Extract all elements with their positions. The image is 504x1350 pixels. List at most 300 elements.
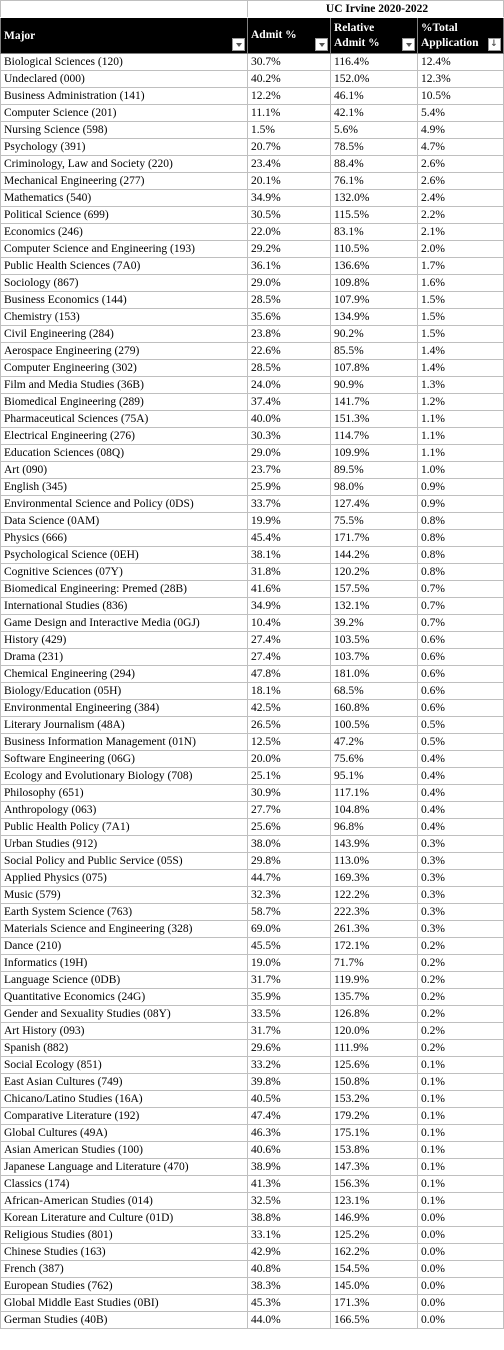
admit-cell[interactable]: 29.0%: [248, 445, 331, 462]
total-application-cell[interactable]: 0.4%: [418, 751, 504, 768]
major-cell[interactable]: Political Science (699): [1, 207, 248, 224]
header-total-application[interactable]: [418, 18, 504, 54]
total-application-cell[interactable]: 0.4%: [418, 819, 504, 836]
admit-cell[interactable]: 29.2%: [248, 241, 331, 258]
total-application-cell[interactable]: 0.0%: [418, 1261, 504, 1278]
total-application-cell[interactable]: 0.0%: [418, 1210, 504, 1227]
relative-admit-cell[interactable]: 146.9%: [331, 1210, 418, 1227]
total-application-cell[interactable]: 0.1%: [418, 1108, 504, 1125]
sheet-title[interactable]: UC Irvine 2020-2022: [248, 1, 504, 18]
admit-cell[interactable]: 38.1%: [248, 547, 331, 564]
total-application-cell[interactable]: 0.3%: [418, 870, 504, 887]
relative-admit-cell[interactable]: 126.8%: [331, 1006, 418, 1023]
admit-cell[interactable]: 30.3%: [248, 428, 331, 445]
total-application-cell[interactable]: 2.2%: [418, 207, 504, 224]
total-application-cell[interactable]: 0.1%: [418, 1176, 504, 1193]
total-application-cell[interactable]: 1.7%: [418, 258, 504, 275]
major-cell[interactable]: History (429): [1, 632, 248, 649]
header-major[interactable]: [1, 18, 248, 54]
relative-admit-cell[interactable]: 144.2%: [331, 547, 418, 564]
admit-cell[interactable]: 29.8%: [248, 853, 331, 870]
major-cell[interactable]: Aerospace Engineering (279): [1, 343, 248, 360]
relative-admit-cell[interactable]: 47.2%: [331, 734, 418, 751]
major-cell[interactable]: Korean Literature and Culture (01D): [1, 1210, 248, 1227]
relative-admit-cell[interactable]: 88.4%: [331, 156, 418, 173]
total-application-cell[interactable]: 0.4%: [418, 768, 504, 785]
major-cell[interactable]: Art History (093): [1, 1023, 248, 1040]
major-cell[interactable]: Urban Studies (912): [1, 836, 248, 853]
total-application-cell[interactable]: 0.8%: [418, 530, 504, 547]
total-application-cell[interactable]: 1.4%: [418, 360, 504, 377]
admit-cell[interactable]: 69.0%: [248, 921, 331, 938]
major-cell[interactable]: Classics (174): [1, 1176, 248, 1193]
admit-cell[interactable]: 20.0%: [248, 751, 331, 768]
total-application-cell[interactable]: 0.1%: [418, 1193, 504, 1210]
relative-admit-cell[interactable]: 100.5%: [331, 717, 418, 734]
relative-admit-cell[interactable]: 104.8%: [331, 802, 418, 819]
admit-cell[interactable]: 33.5%: [248, 1006, 331, 1023]
major-cell[interactable]: Electrical Engineering (276): [1, 428, 248, 445]
major-cell[interactable]: Education Sciences (08Q): [1, 445, 248, 462]
admit-cell[interactable]: 25.9%: [248, 479, 331, 496]
relative-admit-cell[interactable]: 143.9%: [331, 836, 418, 853]
major-cell[interactable]: Pharmaceutical Sciences (75A): [1, 411, 248, 428]
admit-cell[interactable]: 37.4%: [248, 394, 331, 411]
total-application-cell[interactable]: 0.2%: [418, 938, 504, 955]
relative-admit-cell[interactable]: 113.0%: [331, 853, 418, 870]
major-cell[interactable]: Literary Journalism (48A): [1, 717, 248, 734]
admit-cell[interactable]: 46.3%: [248, 1125, 331, 1142]
major-cell[interactable]: Criminology, Law and Society (220): [1, 156, 248, 173]
total-application-cell[interactable]: 2.6%: [418, 156, 504, 173]
total-application-cell[interactable]: 1.4%: [418, 343, 504, 360]
major-cell[interactable]: Environmental Science and Policy (0DS): [1, 496, 248, 513]
relative-admit-cell[interactable]: 68.5%: [331, 683, 418, 700]
filter-dropdown-icon[interactable]: [315, 38, 328, 51]
relative-admit-cell[interactable]: 109.9%: [331, 445, 418, 462]
total-application-cell[interactable]: 0.1%: [418, 1091, 504, 1108]
admit-cell[interactable]: 18.1%: [248, 683, 331, 700]
relative-admit-cell[interactable]: 181.0%: [331, 666, 418, 683]
admit-cell[interactable]: 47.8%: [248, 666, 331, 683]
major-cell[interactable]: Quantitative Economics (24G): [1, 989, 248, 1006]
admit-cell[interactable]: 44.0%: [248, 1312, 331, 1329]
relative-admit-cell[interactable]: 150.8%: [331, 1074, 418, 1091]
major-cell[interactable]: English (345): [1, 479, 248, 496]
admit-cell[interactable]: 29.0%: [248, 275, 331, 292]
total-application-cell[interactable]: 0.4%: [418, 802, 504, 819]
major-cell[interactable]: Music (579): [1, 887, 248, 904]
admit-cell[interactable]: 1.5%: [248, 122, 331, 139]
major-cell[interactable]: Sociology (867): [1, 275, 248, 292]
admit-cell[interactable]: 26.5%: [248, 717, 331, 734]
admit-cell[interactable]: 30.7%: [248, 54, 331, 71]
admit-cell[interactable]: 12.5%: [248, 734, 331, 751]
total-application-cell[interactable]: 0.6%: [418, 700, 504, 717]
major-cell[interactable]: Chicano/Latino Studies (16A): [1, 1091, 248, 1108]
relative-admit-cell[interactable]: 116.4%: [331, 54, 418, 71]
relative-admit-cell[interactable]: 110.5%: [331, 241, 418, 258]
total-application-cell[interactable]: 0.1%: [418, 1057, 504, 1074]
total-application-cell[interactable]: 0.0%: [418, 1312, 504, 1329]
admit-cell[interactable]: 38.8%: [248, 1210, 331, 1227]
major-cell[interactable]: Business Economics (144): [1, 292, 248, 309]
total-application-cell[interactable]: 2.4%: [418, 190, 504, 207]
major-cell[interactable]: Applied Physics (075): [1, 870, 248, 887]
relative-admit-cell[interactable]: 39.2%: [331, 615, 418, 632]
title-blank-cell[interactable]: [1, 1, 248, 18]
admit-cell[interactable]: 19.9%: [248, 513, 331, 530]
total-application-cell[interactable]: 12.4%: [418, 54, 504, 71]
admit-cell[interactable]: 32.3%: [248, 887, 331, 904]
admit-cell[interactable]: 23.4%: [248, 156, 331, 173]
total-application-cell[interactable]: 0.0%: [418, 1278, 504, 1295]
total-application-cell[interactable]: 0.6%: [418, 649, 504, 666]
major-cell[interactable]: Drama (231): [1, 649, 248, 666]
major-cell[interactable]: Nursing Science (598): [1, 122, 248, 139]
relative-admit-cell[interactable]: 76.1%: [331, 173, 418, 190]
major-cell[interactable]: Spanish (882): [1, 1040, 248, 1057]
major-cell[interactable]: Mathematics (540): [1, 190, 248, 207]
admit-cell[interactable]: 30.5%: [248, 207, 331, 224]
relative-admit-cell[interactable]: 136.6%: [331, 258, 418, 275]
major-cell[interactable]: Ecology and Evolutionary Biology (708): [1, 768, 248, 785]
total-application-cell[interactable]: 10.5%: [418, 88, 504, 105]
major-cell[interactable]: Mechanical Engineering (277): [1, 173, 248, 190]
admit-cell[interactable]: 20.7%: [248, 139, 331, 156]
relative-admit-cell[interactable]: 46.1%: [331, 88, 418, 105]
relative-admit-cell[interactable]: 134.9%: [331, 309, 418, 326]
admit-cell[interactable]: 33.1%: [248, 1227, 331, 1244]
admit-cell[interactable]: 28.5%: [248, 360, 331, 377]
admit-cell[interactable]: 20.1%: [248, 173, 331, 190]
major-cell[interactable]: Cognitive Sciences (07Y): [1, 564, 248, 581]
total-application-cell[interactable]: 0.1%: [418, 1142, 504, 1159]
total-application-cell[interactable]: 1.5%: [418, 292, 504, 309]
admit-cell[interactable]: 29.6%: [248, 1040, 331, 1057]
relative-admit-cell[interactable]: 157.5%: [331, 581, 418, 598]
total-application-cell[interactable]: 0.4%: [418, 785, 504, 802]
total-application-cell[interactable]: 5.4%: [418, 105, 504, 122]
relative-admit-cell[interactable]: 145.0%: [331, 1278, 418, 1295]
relative-admit-cell[interactable]: 85.5%: [331, 343, 418, 360]
admit-cell[interactable]: 19.0%: [248, 955, 331, 972]
major-cell[interactable]: Global Middle East Studies (0BI): [1, 1295, 248, 1312]
total-application-cell[interactable]: 0.6%: [418, 632, 504, 649]
relative-admit-cell[interactable]: 154.5%: [331, 1261, 418, 1278]
total-application-cell[interactable]: 1.6%: [418, 275, 504, 292]
major-cell[interactable]: Public Health Policy (7A1): [1, 819, 248, 836]
relative-admit-cell[interactable]: 115.5%: [331, 207, 418, 224]
admit-cell[interactable]: 27.4%: [248, 632, 331, 649]
total-application-cell[interactable]: 0.7%: [418, 598, 504, 615]
major-cell[interactable]: Art (090): [1, 462, 248, 479]
major-cell[interactable]: Business Information Management (01N): [1, 734, 248, 751]
relative-admit-cell[interactable]: 107.8%: [331, 360, 418, 377]
total-application-cell[interactable]: 0.5%: [418, 717, 504, 734]
header-relative-admit[interactable]: [331, 18, 418, 54]
major-cell[interactable]: German Studies (40B): [1, 1312, 248, 1329]
total-application-cell[interactable]: 0.0%: [418, 1295, 504, 1312]
total-application-cell[interactable]: 1.1%: [418, 411, 504, 428]
relative-admit-cell[interactable]: 75.5%: [331, 513, 418, 530]
major-cell[interactable]: Materials Science and Engineering (328): [1, 921, 248, 938]
major-cell[interactable]: Social Policy and Public Service (05S): [1, 853, 248, 870]
major-cell[interactable]: Dance (210): [1, 938, 248, 955]
total-application-cell[interactable]: 0.3%: [418, 904, 504, 921]
relative-admit-cell[interactable]: 120.2%: [331, 564, 418, 581]
relative-admit-cell[interactable]: 127.4%: [331, 496, 418, 513]
relative-admit-cell[interactable]: 75.6%: [331, 751, 418, 768]
total-application-cell[interactable]: 0.9%: [418, 479, 504, 496]
admit-cell[interactable]: 44.7%: [248, 870, 331, 887]
major-cell[interactable]: Language Science (0DB): [1, 972, 248, 989]
relative-admit-cell[interactable]: 172.1%: [331, 938, 418, 955]
admit-cell[interactable]: 28.5%: [248, 292, 331, 309]
relative-admit-cell[interactable]: 119.9%: [331, 972, 418, 989]
major-cell[interactable]: Computer Science and Engineering (193): [1, 241, 248, 258]
total-application-cell[interactable]: 0.0%: [418, 1227, 504, 1244]
major-cell[interactable]: Environmental Engineering (384): [1, 700, 248, 717]
total-application-cell[interactable]: 4.9%: [418, 122, 504, 139]
admit-cell[interactable]: 32.5%: [248, 1193, 331, 1210]
admit-cell[interactable]: 34.9%: [248, 190, 331, 207]
major-cell[interactable]: European Studies (762): [1, 1278, 248, 1295]
total-application-cell[interactable]: 0.8%: [418, 564, 504, 581]
relative-admit-cell[interactable]: 152.0%: [331, 71, 418, 88]
total-application-cell[interactable]: 0.3%: [418, 836, 504, 853]
relative-admit-cell[interactable]: 89.5%: [331, 462, 418, 479]
relative-admit-cell[interactable]: 90.9%: [331, 377, 418, 394]
admit-cell[interactable]: 24.0%: [248, 377, 331, 394]
relative-admit-cell[interactable]: 123.1%: [331, 1193, 418, 1210]
admit-cell[interactable]: 40.8%: [248, 1261, 331, 1278]
major-cell[interactable]: Chemistry (153): [1, 309, 248, 326]
total-application-cell[interactable]: 1.2%: [418, 394, 504, 411]
relative-admit-cell[interactable]: 160.8%: [331, 700, 418, 717]
major-cell[interactable]: Film and Media Studies (36B): [1, 377, 248, 394]
admit-cell[interactable]: 40.0%: [248, 411, 331, 428]
total-application-cell[interactable]: 0.6%: [418, 666, 504, 683]
admit-cell[interactable]: 38.3%: [248, 1278, 331, 1295]
major-cell[interactable]: Civil Engineering (284): [1, 326, 248, 343]
total-application-cell[interactable]: 0.0%: [418, 1244, 504, 1261]
relative-admit-cell[interactable]: 117.1%: [331, 785, 418, 802]
relative-admit-cell[interactable]: 103.5%: [331, 632, 418, 649]
major-cell[interactable]: African-American Studies (014): [1, 1193, 248, 1210]
relative-admit-cell[interactable]: 171.7%: [331, 530, 418, 547]
major-cell[interactable]: Asian American Studies (100): [1, 1142, 248, 1159]
total-application-cell[interactable]: 0.2%: [418, 1006, 504, 1023]
major-cell[interactable]: Japanese Language and Literature (470): [1, 1159, 248, 1176]
admit-cell[interactable]: 47.4%: [248, 1108, 331, 1125]
admit-cell[interactable]: 30.9%: [248, 785, 331, 802]
total-application-cell[interactable]: 0.2%: [418, 972, 504, 989]
major-cell[interactable]: Informatics (19H): [1, 955, 248, 972]
sort-descending-icon[interactable]: [488, 38, 501, 51]
relative-admit-cell[interactable]: 5.6%: [331, 122, 418, 139]
major-cell[interactable]: Physics (666): [1, 530, 248, 547]
major-cell[interactable]: East Asian Cultures (749): [1, 1074, 248, 1091]
major-cell[interactable]: Data Science (0AM): [1, 513, 248, 530]
major-cell[interactable]: Undeclared (000): [1, 71, 248, 88]
admit-cell[interactable]: 35.9%: [248, 989, 331, 1006]
relative-admit-cell[interactable]: 135.7%: [331, 989, 418, 1006]
total-application-cell[interactable]: 0.3%: [418, 853, 504, 870]
total-application-cell[interactable]: 1.5%: [418, 326, 504, 343]
total-application-cell[interactable]: 2.1%: [418, 224, 504, 241]
relative-admit-cell[interactable]: 156.3%: [331, 1176, 418, 1193]
total-application-cell[interactable]: 2.0%: [418, 241, 504, 258]
total-application-cell[interactable]: 0.7%: [418, 581, 504, 598]
header-admit[interactable]: [248, 18, 331, 54]
relative-admit-cell[interactable]: 166.5%: [331, 1312, 418, 1329]
major-cell[interactable]: Social Ecology (851): [1, 1057, 248, 1074]
relative-admit-cell[interactable]: 98.0%: [331, 479, 418, 496]
admit-cell[interactable]: 33.2%: [248, 1057, 331, 1074]
relative-admit-cell[interactable]: 71.7%: [331, 955, 418, 972]
major-cell[interactable]: Biomedical Engineering: Premed (28B): [1, 581, 248, 598]
admit-cell[interactable]: 38.9%: [248, 1159, 331, 1176]
admit-cell[interactable]: 34.9%: [248, 598, 331, 615]
total-application-cell[interactable]: 0.3%: [418, 887, 504, 904]
admit-cell[interactable]: 25.6%: [248, 819, 331, 836]
total-application-cell[interactable]: 1.0%: [418, 462, 504, 479]
relative-admit-cell[interactable]: 132.0%: [331, 190, 418, 207]
relative-admit-cell[interactable]: 122.2%: [331, 887, 418, 904]
total-application-cell[interactable]: 0.3%: [418, 921, 504, 938]
admit-cell[interactable]: 58.7%: [248, 904, 331, 921]
total-application-cell[interactable]: 0.1%: [418, 1159, 504, 1176]
total-application-cell[interactable]: 1.1%: [418, 428, 504, 445]
major-cell[interactable]: Comparative Literature (192): [1, 1108, 248, 1125]
major-cell[interactable]: Software Engineering (06G): [1, 751, 248, 768]
relative-admit-cell[interactable]: 261.3%: [331, 921, 418, 938]
admit-cell[interactable]: 40.2%: [248, 71, 331, 88]
major-cell[interactable]: Earth System Science (763): [1, 904, 248, 921]
admit-cell[interactable]: 22.0%: [248, 224, 331, 241]
total-application-cell[interactable]: 0.8%: [418, 547, 504, 564]
relative-admit-cell[interactable]: 171.3%: [331, 1295, 418, 1312]
total-application-cell[interactable]: 0.5%: [418, 734, 504, 751]
admit-cell[interactable]: 41.6%: [248, 581, 331, 598]
major-cell[interactable]: Biological Sciences (120): [1, 54, 248, 71]
major-cell[interactable]: Biomedical Engineering (289): [1, 394, 248, 411]
relative-admit-cell[interactable]: 125.6%: [331, 1057, 418, 1074]
admit-cell[interactable]: 25.1%: [248, 768, 331, 785]
admit-cell[interactable]: 45.3%: [248, 1295, 331, 1312]
major-cell[interactable]: Biology/Education (05H): [1, 683, 248, 700]
total-application-cell[interactable]: 2.6%: [418, 173, 504, 190]
total-application-cell[interactable]: 0.2%: [418, 1023, 504, 1040]
relative-admit-cell[interactable]: 153.2%: [331, 1091, 418, 1108]
admit-cell[interactable]: 23.8%: [248, 326, 331, 343]
relative-admit-cell[interactable]: 141.7%: [331, 394, 418, 411]
admit-cell[interactable]: 40.5%: [248, 1091, 331, 1108]
admit-cell[interactable]: 11.1%: [248, 105, 331, 122]
relative-admit-cell[interactable]: 175.1%: [331, 1125, 418, 1142]
relative-admit-cell[interactable]: 151.3%: [331, 411, 418, 428]
major-cell[interactable]: Public Health Sciences (7A0): [1, 258, 248, 275]
total-application-cell[interactable]: 12.3%: [418, 71, 504, 88]
total-application-cell[interactable]: 1.1%: [418, 445, 504, 462]
major-cell[interactable]: Gender and Sexuality Studies (08Y): [1, 1006, 248, 1023]
admit-cell[interactable]: 45.4%: [248, 530, 331, 547]
major-cell[interactable]: Economics (246): [1, 224, 248, 241]
relative-admit-cell[interactable]: 107.9%: [331, 292, 418, 309]
admit-cell[interactable]: 27.7%: [248, 802, 331, 819]
relative-admit-cell[interactable]: 111.9%: [331, 1040, 418, 1057]
relative-admit-cell[interactable]: 103.7%: [331, 649, 418, 666]
relative-admit-cell[interactable]: 78.5%: [331, 139, 418, 156]
admit-cell[interactable]: 12.2%: [248, 88, 331, 105]
major-cell[interactable]: Business Administration (141): [1, 88, 248, 105]
major-cell[interactable]: Computer Engineering (302): [1, 360, 248, 377]
total-application-cell[interactable]: 4.7%: [418, 139, 504, 156]
relative-admit-cell[interactable]: 162.2%: [331, 1244, 418, 1261]
relative-admit-cell[interactable]: 120.0%: [331, 1023, 418, 1040]
total-application-cell[interactable]: 0.2%: [418, 955, 504, 972]
admit-cell[interactable]: 27.4%: [248, 649, 331, 666]
admit-cell[interactable]: 22.6%: [248, 343, 331, 360]
total-application-cell[interactable]: 1.3%: [418, 377, 504, 394]
total-application-cell[interactable]: 0.1%: [418, 1125, 504, 1142]
total-application-cell[interactable]: 0.7%: [418, 615, 504, 632]
total-application-cell[interactable]: 0.1%: [418, 1074, 504, 1091]
admit-cell[interactable]: 40.6%: [248, 1142, 331, 1159]
admit-cell[interactable]: 23.7%: [248, 462, 331, 479]
admit-cell[interactable]: 42.9%: [248, 1244, 331, 1261]
relative-admit-cell[interactable]: 83.1%: [331, 224, 418, 241]
major-cell[interactable]: Global Cultures (49A): [1, 1125, 248, 1142]
relative-admit-cell[interactable]: 96.8%: [331, 819, 418, 836]
relative-admit-cell[interactable]: 132.1%: [331, 598, 418, 615]
admit-cell[interactable]: 45.5%: [248, 938, 331, 955]
admit-cell[interactable]: 42.5%: [248, 700, 331, 717]
relative-admit-cell[interactable]: 95.1%: [331, 768, 418, 785]
admit-cell[interactable]: 31.7%: [248, 972, 331, 989]
relative-admit-cell[interactable]: 147.3%: [331, 1159, 418, 1176]
admit-cell[interactable]: 39.8%: [248, 1074, 331, 1091]
relative-admit-cell[interactable]: 179.2%: [331, 1108, 418, 1125]
major-cell[interactable]: Psychological Science (0EH): [1, 547, 248, 564]
major-cell[interactable]: Philosophy (651): [1, 785, 248, 802]
admit-cell[interactable]: 41.3%: [248, 1176, 331, 1193]
major-cell[interactable]: International Studies (836): [1, 598, 248, 615]
total-application-cell[interactable]: 0.9%: [418, 496, 504, 513]
admit-cell[interactable]: 33.7%: [248, 496, 331, 513]
relative-admit-cell[interactable]: 109.8%: [331, 275, 418, 292]
major-cell[interactable]: Game Design and Interactive Media (0GJ): [1, 615, 248, 632]
relative-admit-cell[interactable]: 42.1%: [331, 105, 418, 122]
total-application-cell[interactable]: 0.2%: [418, 989, 504, 1006]
admit-cell[interactable]: 35.6%: [248, 309, 331, 326]
major-cell[interactable]: Religious Studies (801): [1, 1227, 248, 1244]
major-cell[interactable]: Psychology (391): [1, 139, 248, 156]
admit-cell[interactable]: 10.4%: [248, 615, 331, 632]
admit-cell[interactable]: 31.8%: [248, 564, 331, 581]
relative-admit-cell[interactable]: 90.2%: [331, 326, 418, 343]
major-cell[interactable]: French (387): [1, 1261, 248, 1278]
major-cell[interactable]: Computer Science (201): [1, 105, 248, 122]
admit-cell[interactable]: 31.7%: [248, 1023, 331, 1040]
total-application-cell[interactable]: 0.6%: [418, 683, 504, 700]
filter-dropdown-icon[interactable]: [232, 38, 245, 51]
total-application-cell[interactable]: 0.8%: [418, 513, 504, 530]
relative-admit-cell[interactable]: 114.7%: [331, 428, 418, 445]
total-application-cell[interactable]: 1.5%: [418, 309, 504, 326]
relative-admit-cell[interactable]: 125.2%: [331, 1227, 418, 1244]
